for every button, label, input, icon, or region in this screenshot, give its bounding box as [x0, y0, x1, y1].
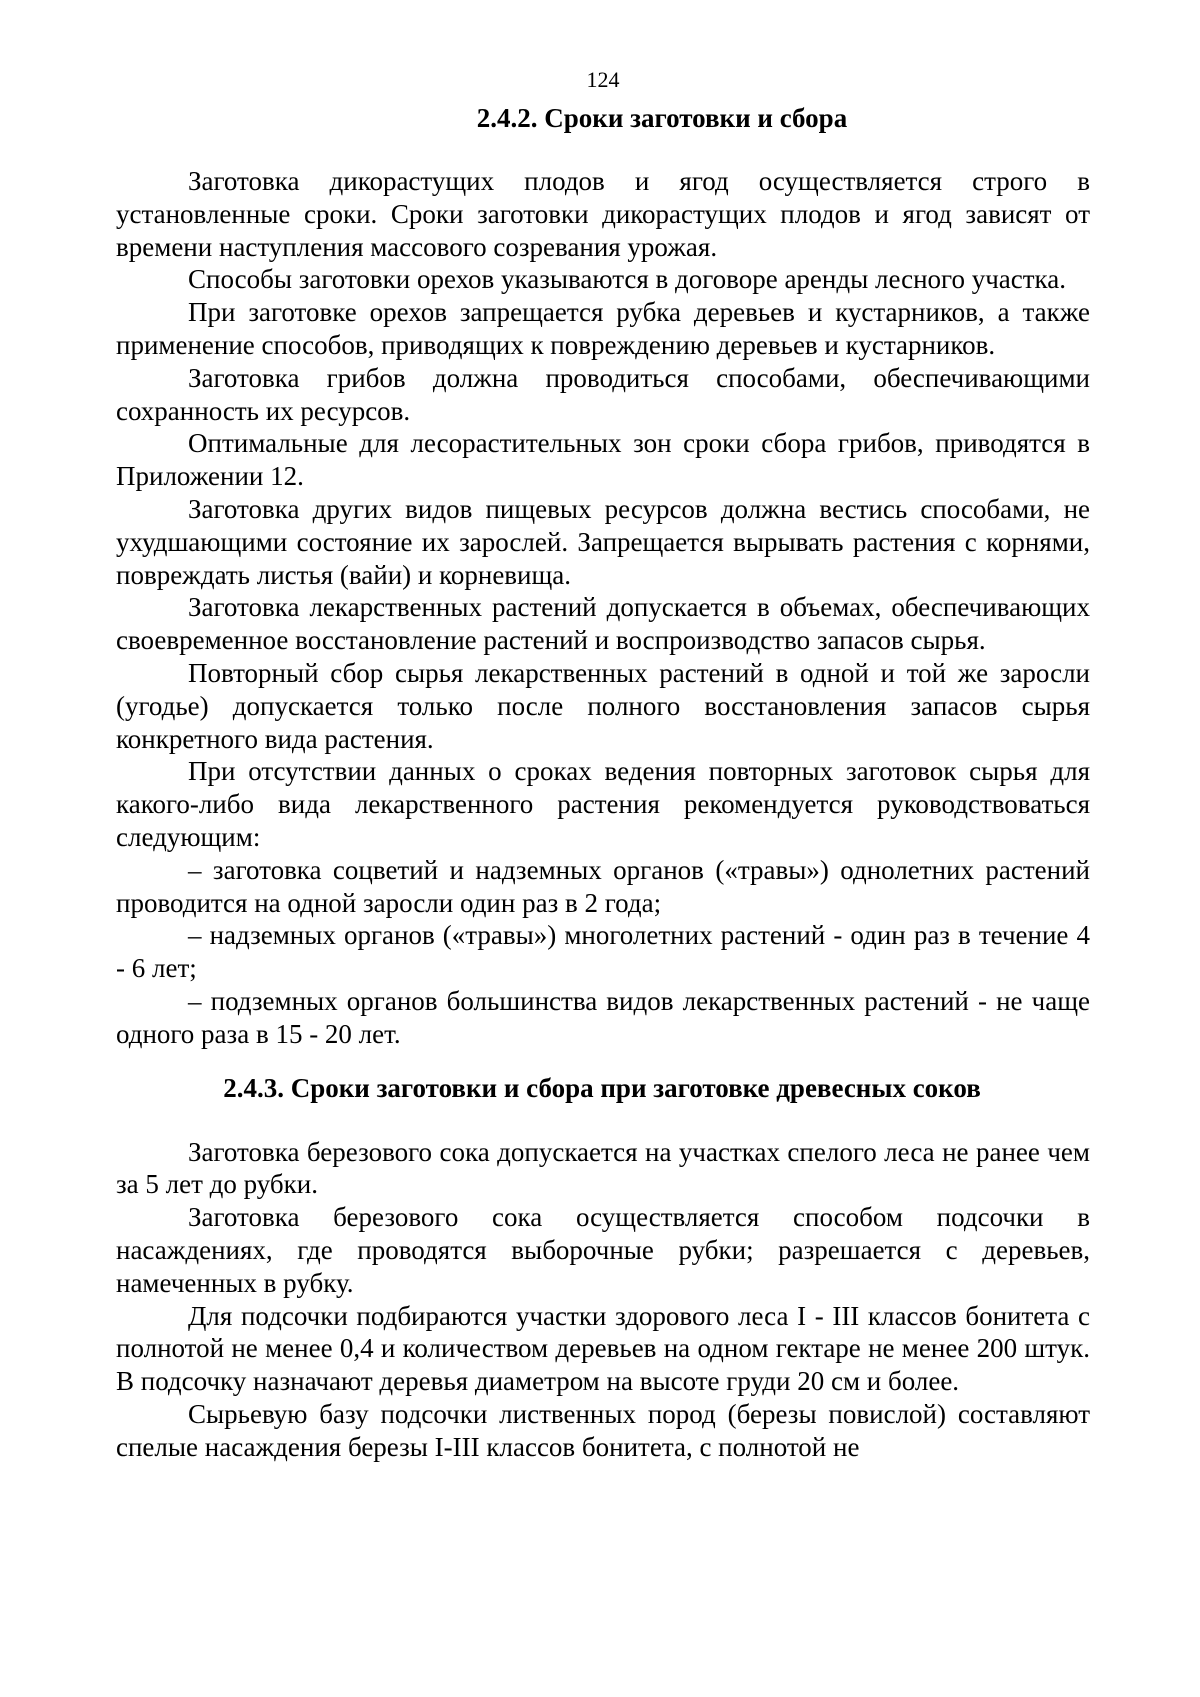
- paragraph: Заготовка березового сока допускается на участках спелого леса не ранее чем за 5 лет до рубки.: [116, 1136, 1090, 1200]
- page-number: 124: [586, 67, 620, 92]
- paragraph: Заготовка березового сока осуществляется способом подсочки в насаждениях, где проводятся выборочные рубки; разрешается с деревьев, намеченных в рубку.: [116, 1202, 1090, 1298]
- section-body-2-4-3: [116, 1136, 1090, 1464]
- section-body-2-4-2: [116, 165, 1090, 1051]
- paragraph: Заготовка других видов пищевых ресурсов должна вестись способами, не ухудшающими состояние их зарослей. Запрещается вырывать растения с корнями, повреждать листья (вайи) и корневища.: [116, 493, 1090, 590]
- paragraph: Повторный сбор сырья лекарственных растений в одной и той же заросли (угодье) допускается только после полного восстановления запасов сырья конкретного вида растения.: [116, 657, 1090, 754]
- section-heading-2-4-2: 2.4.2. Сроки заготовки и сбора: [476, 103, 848, 133]
- paragraph: При заготовке орехов запрещается рубка деревьев и кустарников, а также применение способов, приводящих к повреждению деревьев и кустарников.: [116, 297, 1090, 360]
- paragraph: Для подсочки подбираются участки здорового леса I - III классов бонитета с полнотой не менее 0,4 и количеством деревьев на одном гектаре не менее 200 штук. В подсочку назначают деревья диаметром на высоте груди 20 см и более.: [116, 1300, 1090, 1397]
- list-item: – подземных органов большинства видов лекарственных растений - не чаще одного раза в 15 - 20 лет.: [116, 985, 1090, 1049]
- document-page: [116, 66, 1090, 1463]
- paragraph: Заготовка грибов должна проводиться способами, обеспечивающими сохранность их ресурсов.: [116, 362, 1090, 426]
- section-heading-2-4-3: 2.4.3. Сроки заготовки и сбора при заготовке древесных соков: [223, 1072, 981, 1103]
- paragraph: Заготовка дикорастущих плодов и ягод осуществляется строго в установленные сроки. Сроки заготовки дикорастущих плодов и ягод зависят от времени наступления массового созревания урожая.: [116, 166, 1090, 262]
- paragraph: При отсутствии данных о сроках ведения повторных заготовок сырья для какого-либо вида лекарственного растения рекомендуется руководствоваться следующим:: [116, 756, 1090, 852]
- list-item: – заготовка соцветий и надземных органов («травы») однолетних растений проводится на одной заросли один раз в 2 года;: [116, 854, 1090, 918]
- paragraph: Способы заготовки орехов указываются в договоре аренды лесного участка.: [188, 264, 1067, 295]
- paragraph: Заготовка лекарственных растений допускается в объемах, обеспечивающих своевременное восстановление растений и воспроизводство запасов сырья.: [116, 592, 1090, 656]
- list-item: – надземных органов («травы») многолетних растений - один раз в течение 4 - 6 лет;: [116, 920, 1090, 984]
- paragraph: Оптимальные для лесорастительных зон сроки сбора грибов, приводятся в Приложении 12.: [116, 428, 1090, 492]
- paragraph: Сырьевую базу подсочки лиственных пород (березы повислой) составляют спелые насаждения березы I-III классов бонитета, с полнотой не: [116, 1398, 1090, 1462]
